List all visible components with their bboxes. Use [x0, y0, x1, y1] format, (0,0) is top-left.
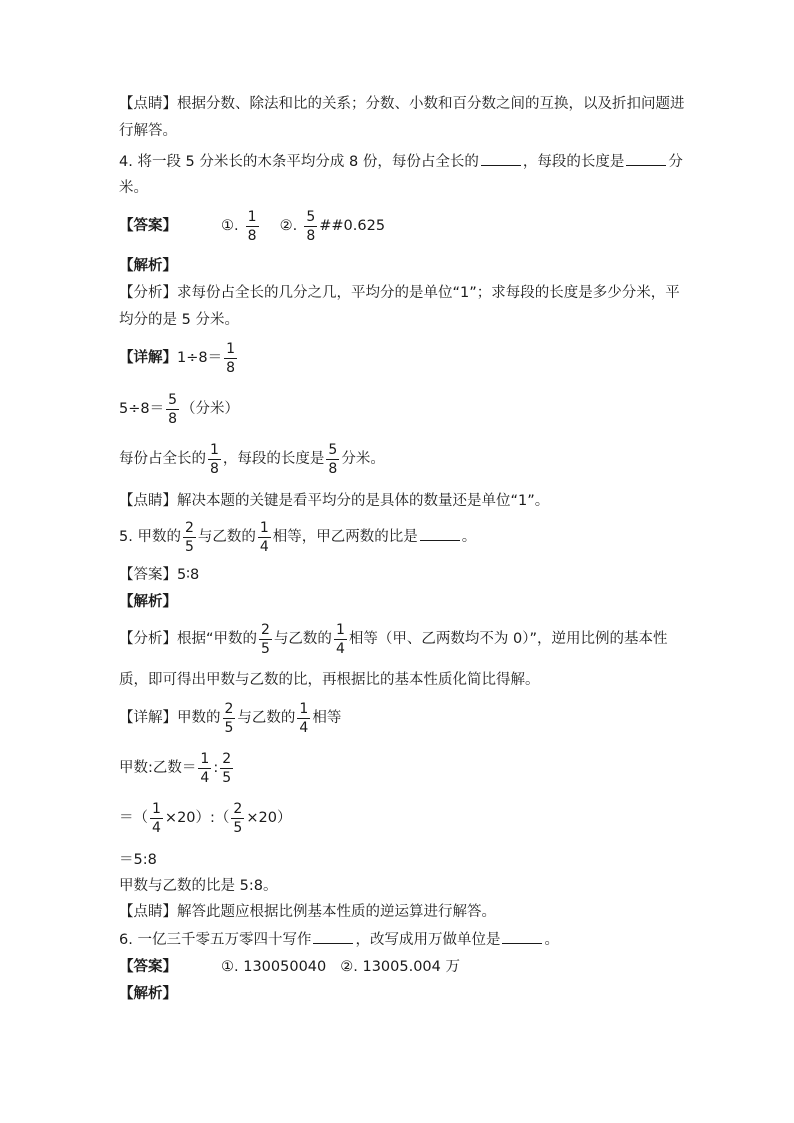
- xiangjie-5: 【详解】甲数的 $\frac{2}{5}$ 与乙数的 $\frac{1}{4}$ 相等: [119, 700, 342, 736]
- ratio-step-3: ＝5:8: [119, 852, 157, 868]
- fraction: $\frac{5}{8}$: [306, 208, 316, 244]
- answer-6: 【答案】 ①. 130050040 ②. 13005.004 万: [119, 959, 460, 975]
- fraction: $\frac{1}{8}$: [247, 208, 257, 244]
- fraction: $\frac{1}{4}$: [259, 519, 269, 555]
- question-6: 6. 一亿三千零五万零四十写作 ，改写成用万做单位是 。: [119, 929, 559, 950]
- xiangjie-4-line2: 5÷8＝ $\frac{5}{8}$ （分米）: [119, 391, 240, 427]
- fenxi-4-cont: 均分的是 5 分米。: [119, 312, 239, 328]
- fenxi-5-cont: 质，即可得出甲数与乙数的比，再根据比的基本性质化简比得解。: [119, 672, 540, 688]
- dianjing-3-cont: 行解答。: [119, 123, 177, 139]
- fraction: $\frac{2}{5}$: [233, 800, 243, 836]
- ratio-step-2: ＝（ $\frac{1}{4}$ ×20）:（ $\frac{2}{5}$ ×20）: [119, 800, 292, 836]
- answer-blank: [626, 151, 666, 166]
- fraction: $\frac{5}{8}$: [168, 391, 178, 427]
- fenxi-5: 【分析】根据“甲数的 $\frac{2}{5}$ 与乙数的 $\frac{1}{4}$ 相等（甲、乙两数均不为 0）”，逆用比例的基本性: [119, 621, 668, 657]
- dianjing-4: 【点睛】解决本题的关键是看平均分的是具体的数量还是单位“1”。: [119, 493, 550, 509]
- fraction: $\frac{5}{8}$: [328, 441, 338, 477]
- fraction: $\frac{1}{4}$: [152, 800, 161, 836]
- ratio-step-1: 甲数:乙数＝ $\frac{1}{4}$ : $\frac{2}{5}$: [119, 750, 232, 786]
- dianjing-3: 【点睛】根据分数、除法和比的关系；分数、小数和百分数之间的互换，以及折扣问题进: [119, 96, 685, 112]
- jiexi-5: 【解析】: [119, 594, 177, 610]
- fraction: $\frac{2}{5}$: [184, 519, 194, 555]
- question-5: 5. 甲数的 $\frac{2}{5}$ 与乙数的 $\frac{1}{4}$ 相等，甲乙两数的比是 。: [119, 519, 477, 555]
- fraction: $\frac{1}{8}$: [226, 340, 236, 376]
- xiangjie-4: 【详解】1÷8＝ $\frac{1}{8}$: [119, 340, 236, 376]
- fraction: $\frac{2}{5}$: [224, 700, 234, 736]
- answer-blank: [502, 929, 542, 944]
- fraction: $\frac{2}{5}$: [261, 621, 270, 657]
- answer-blank: [420, 526, 460, 541]
- fraction: $\frac{1}{4}$: [335, 621, 345, 657]
- ratio-result: 甲数与乙数的比是 5:8。: [119, 878, 278, 894]
- answer-blank: [481, 151, 521, 166]
- answer-blank: [313, 929, 353, 944]
- fenxi-4: 【分析】求每份占全长的几分之几，平均分的是单位“1”；求每段的长度是多少分米，平: [119, 285, 680, 301]
- answer-4: 【答案】 ①. $\frac{1}{8}$ ②. $\frac{5}{8}$ ##0.625: [119, 208, 386, 244]
- dianjing-5: 【点睛】解答此题应根据比例基本性质的逆运算进行解答。: [119, 904, 496, 920]
- fraction: $\frac{1}{4}$: [299, 700, 309, 736]
- question-4-cont: 米。: [119, 180, 148, 196]
- fraction: $\frac{1}{4}$: [200, 750, 210, 786]
- jiexi-6: 【解析】: [119, 986, 177, 1002]
- answer-5: 【答案】5∶8: [119, 567, 200, 583]
- fraction: $\frac{2}{5}$: [222, 750, 232, 786]
- jiexi-4: 【解析】: [119, 258, 177, 274]
- question-4: 4. 将一段 5 分米长的木条平均分成 8 份，每份占全长的 ，每段的长度是 分: [119, 151, 683, 172]
- conclusion-4: 每份占全长的 $\frac{1}{8}$ ，每段的长度是 $\frac{5}{8}$ 分米。: [119, 441, 385, 477]
- fraction: $\frac{1}{8}$: [210, 441, 219, 477]
